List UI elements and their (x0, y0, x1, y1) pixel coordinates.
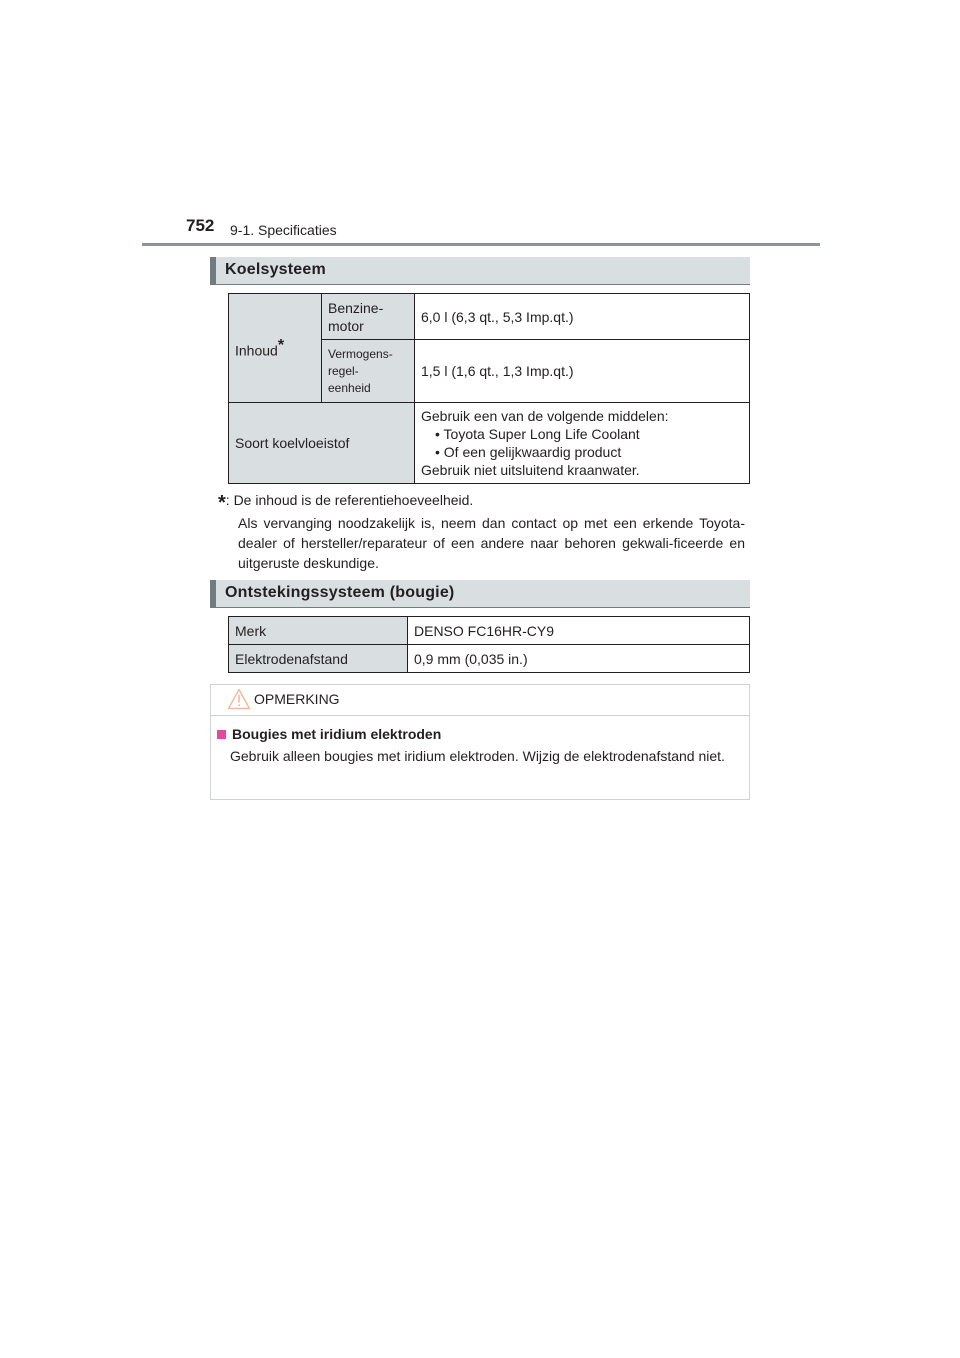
engine-label-line-2: motor (328, 317, 364, 334)
engine-label-cell (322, 294, 415, 340)
gap-label: Elektrodenafstand (229, 645, 408, 673)
engine-value: 6,0 l (6,3 qt., 5,3 Imp.qt.) (415, 294, 750, 340)
coolant-label: Soort koelvloeistof (229, 403, 415, 484)
warning-triangle-icon (227, 688, 251, 710)
notice-header (211, 685, 749, 716)
cooling-section-bar (210, 257, 750, 285)
capacity-footnote-mark: * (277, 337, 285, 355)
footnote-detail: Als vervanging noodzakelijk is, neem dan contact op met een erkende Toyota-dealer of hersteller/reparateur of een andere naar behoren gekwali-ficeerde en uitgeruste deskundige. (238, 515, 745, 571)
footnote (218, 490, 745, 573)
unit-label-cell (322, 340, 415, 403)
coolant-option-1: • Toyota Super Long Life Coolant (435, 426, 640, 442)
footnote-text: : De inhoud is de referentiehoeveelheid. (225, 492, 474, 508)
coolant-value-cell (415, 403, 750, 484)
ignition-section-bar (210, 580, 750, 608)
notice-body: Gebruik alleen bougies met iridium elektroden. Wijzig de elektrodenafstand niet. (230, 748, 725, 764)
brand-label: Merk (229, 617, 408, 645)
unit-label-line-1: Vermogens- (328, 346, 393, 361)
notice-subtitle-text: Bougies met iridium elektroden (232, 726, 442, 742)
footnote-line (218, 490, 745, 513)
coolant-intro: Gebruik een van de volgende middelen: (421, 408, 669, 424)
section-path: 9-1. Specificaties (230, 222, 337, 238)
notice-box (210, 684, 750, 800)
coolant-option-2: • Of een gelijkwaardig product (435, 444, 622, 460)
header-rule (142, 243, 820, 246)
cooling-section-title: Koelsysteem (225, 261, 326, 278)
ignition-table (228, 616, 750, 673)
gap-value: 0,9 mm (0,035 in.) (408, 645, 750, 673)
page-number: 752 (186, 216, 215, 235)
capacity-label: Inhoud (235, 342, 278, 359)
unit-value: 1,5 l (1,6 qt., 1,3 Imp.qt.) (415, 340, 750, 403)
ignition-section-title: Ontstekingssysteem (bougie) (225, 584, 455, 601)
footnote-mark: * (218, 492, 226, 514)
unit-label-line-2: regel- (328, 363, 359, 378)
notice-subtitle (217, 726, 441, 742)
notice-title: OPMERKING (254, 691, 340, 707)
cooling-table (228, 293, 750, 484)
unit-label-line-3: eenheid (328, 380, 371, 395)
square-bullet-icon (217, 730, 226, 739)
brand-value: DENSO FC16HR-CY9 (408, 617, 750, 645)
capacity-label-cell (229, 294, 322, 403)
coolant-note: Gebruik niet uitsluitend kraanwater. (421, 462, 640, 478)
engine-label-line-1: Benzine- (328, 299, 384, 316)
